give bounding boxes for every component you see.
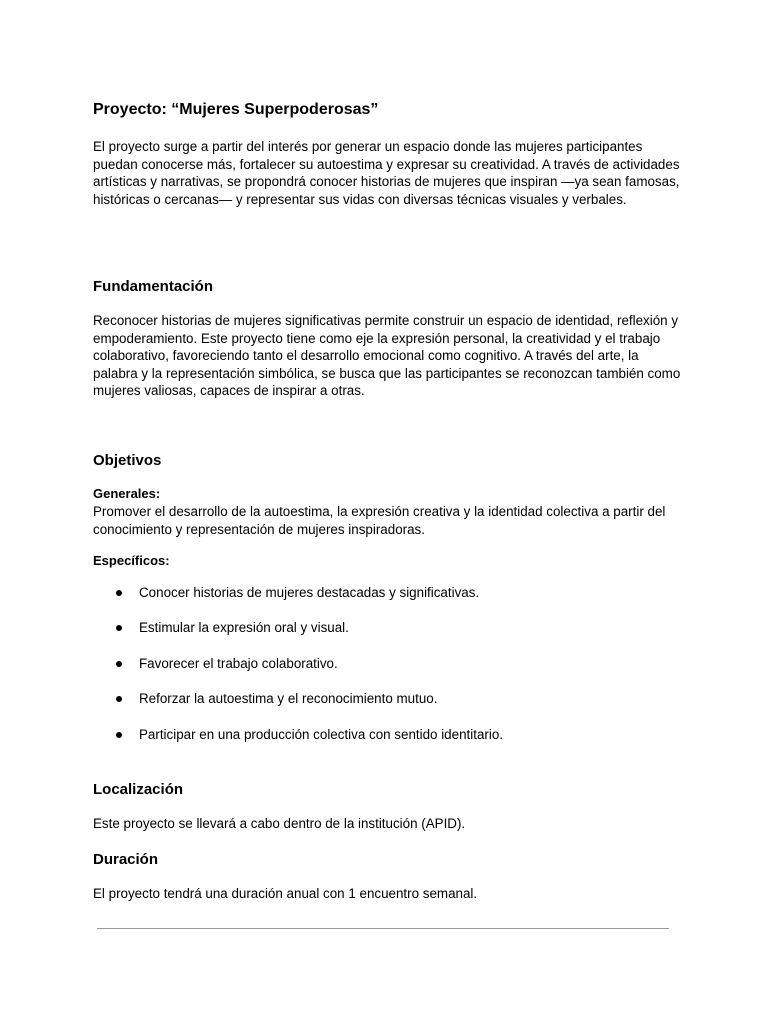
list-item [93, 690, 683, 725]
list-item [93, 726, 683, 761]
bullet-icon [116, 732, 122, 738]
list-item [93, 584, 683, 619]
heading-duracion: Duración [93, 851, 159, 868]
list-item-text: Reforzar la autoestima y el reconocimiento mutuo. [139, 691, 438, 707]
heading-objetivos: Objetivos [93, 452, 162, 469]
list-item-text: Conocer historias de mujeres destacadas y significativas. [139, 585, 480, 600]
page-divider [97, 928, 669, 929]
list-item [93, 619, 683, 654]
list-item-text: Estimular la expresión oral y visual. [139, 620, 349, 636]
fundamentacion-paragraph: Reconocer historias de mujeres significativas permite construir un espacio de identidad, reflexión y empoderamiento. Este proyecto tiene como eje la expresión personal, la creatividad y el trabajo colaborativo, favoreciendo tanto el desarrollo emocional como cognitivo. A través del arte, la palabra y la representación simbólica, se busca que las participantes se reconozcan también como mujeres valiosas, capaces de inspirar a otras. [93, 313, 681, 399]
generales-label: Generales: [93, 486, 161, 501]
heading-localizacion: Localización [93, 781, 184, 798]
heading-fundamentacion: Fundamentación [93, 278, 214, 295]
list-item-text: Favorecer el trabajo colaborativo. [139, 655, 338, 671]
list-item-text: Participar en una producción colectiva con sentido identitario. [139, 726, 503, 742]
bullet-icon [116, 590, 122, 596]
list-item [93, 655, 683, 690]
document-title: Proyecto: “Mujeres Superpoderosas” [93, 101, 379, 118]
especificos-list [93, 584, 683, 761]
intro-paragraph: El proyecto surge a partir del interés por generar un espacio donde las mujeres participantes puedan conocerse más, fortalecer su autoestima y expresar su creatividad. A través de actividades artísticas y narrativas, se propondrá conocer historias de mujeres que inspiran —ya sean famosas, históricas o cercanas— y representar sus vidas con diversas técnicas visuales y verbales. [93, 139, 680, 207]
especificos-label: Específicos: [93, 553, 170, 568]
bullet-icon [116, 661, 122, 667]
localizacion-paragraph: Este proyecto se llevará a cabo dentro de la institución (APID). [93, 816, 466, 831]
duracion-paragraph: El proyecto tendrá una duración anual con 1 encuentro semanal. [93, 886, 478, 901]
generales-paragraph: Promover el desarrollo de la autoestima, la expresión creativa y la identidad colectiva a partir del conocimiento y representación de mujeres inspiradoras. [93, 504, 666, 537]
bullet-icon [116, 696, 122, 702]
bullet-icon [116, 625, 122, 631]
